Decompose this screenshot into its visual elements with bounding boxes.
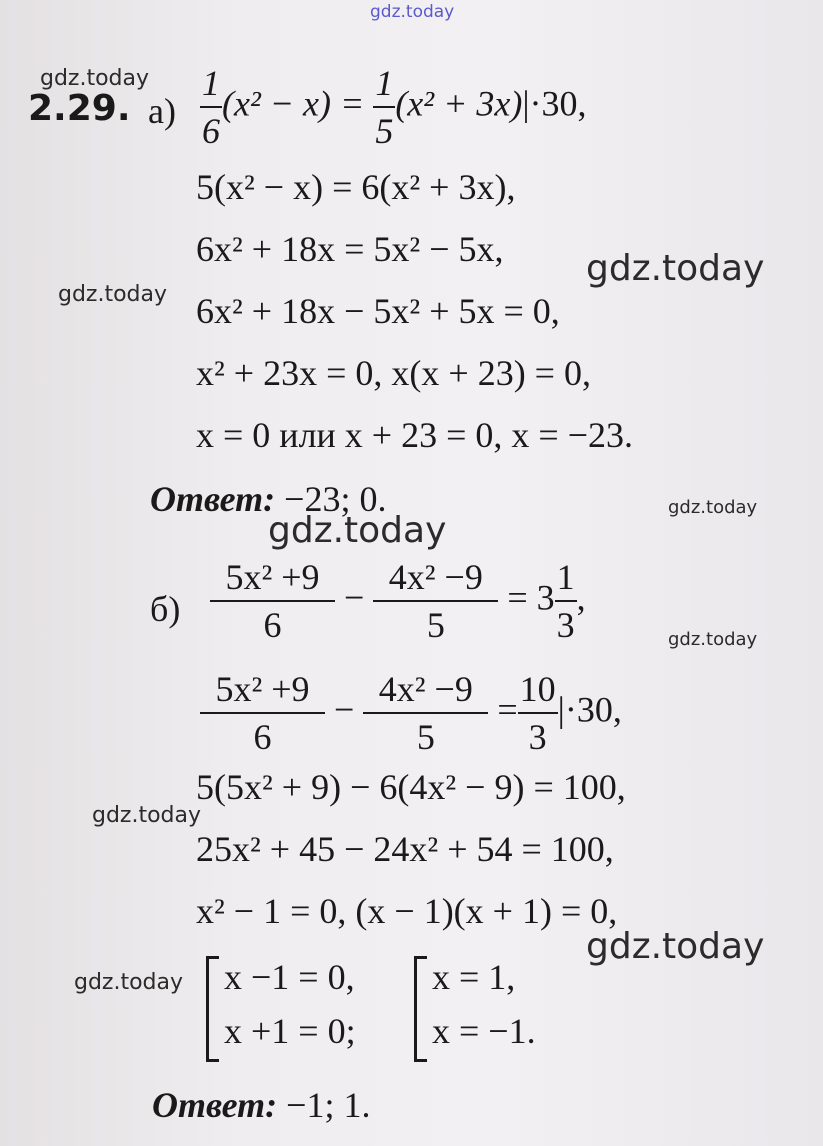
expression: (x² + 3x) [395, 83, 523, 124]
equation-a-line2: 5(x² − x) = 6(x² + 3x), [196, 167, 516, 207]
fraction: $\frac{\text{4x² −9}}{5}$ [363, 668, 488, 758]
multiplier: |·30, [557, 689, 622, 730]
answer-value: −1; 1. [277, 1085, 371, 1125]
equation-a-line3: 6x² + 18x = 5x² − 5x, [196, 229, 504, 269]
fraction: $\frac{1}{3}$ [556, 557, 575, 645]
watermark: gdz.today [668, 497, 758, 518]
watermark: gdz.today [92, 803, 202, 828]
system2-line2: x = −1. [432, 1011, 536, 1051]
system1-line1: x −1 = 0, [224, 957, 355, 997]
system1-line2: x +1 = 0; [224, 1011, 356, 1051]
equation-b-line4: 25x² + 45 − 24x² + 54 = 100, [196, 829, 614, 869]
fraction: $\frac{\text{5x² +9}}{6}$ [210, 556, 335, 646]
fraction: $\frac{1}{5}$ [375, 63, 394, 151]
equation-b-line3: 5(5x² + 9) − 6(4x² − 9) = 100, [196, 767, 626, 807]
watermark-top: gdz.today [370, 2, 455, 22]
equation-b-line1 [210, 556, 586, 646]
watermark: gdz.today [268, 510, 447, 551]
watermark: gdz.today [58, 282, 168, 307]
equation-a-line4: 6x² + 18x − 5x² + 5x = 0, [196, 291, 560, 331]
equation-b-line5: x² − 1 = 0, (x − 1)(x + 1) = 0, [196, 891, 618, 931]
answer-label: Ответ: [150, 479, 276, 519]
problem-number: 2.29. [28, 88, 131, 129]
system-bracket-2 [414, 956, 427, 1062]
fraction: $\frac{10}{3}$ [519, 669, 556, 757]
system-bracket-1 [206, 956, 219, 1062]
expression: (x² − x) = [222, 83, 374, 124]
comma: , [576, 577, 586, 618]
multiplier: |·30, [522, 83, 587, 124]
answer-value: −23; 0. [275, 479, 387, 519]
equals-whole: = 3 [507, 577, 555, 618]
watermark: gdz.today [74, 970, 184, 995]
equation-a-line1 [200, 62, 587, 152]
answer-b [152, 1084, 370, 1126]
minus-sign: − [334, 689, 355, 730]
answer-a [150, 478, 386, 520]
system2-line1: x = 1, [432, 957, 516, 997]
fraction: $\frac{\text{4x² −9}}{5}$ [373, 556, 498, 646]
part-b-label: б) [150, 589, 181, 629]
fraction: $\frac{1}{6}$ [202, 63, 220, 151]
equation-a-line5: x² + 23x = 0, x(x + 23) = 0, [196, 353, 591, 393]
watermark: gdz.today [586, 926, 765, 967]
equation-b-line2 [200, 668, 622, 758]
part-a-label: а) [148, 91, 176, 131]
minus-sign: − [344, 577, 365, 618]
equation-a-line6: x = 0 или x + 23 = 0, x = −23. [196, 415, 634, 455]
watermark: gdz.today [40, 66, 150, 91]
watermark: gdz.today [586, 248, 765, 289]
answer-label: Ответ: [152, 1085, 278, 1125]
watermark: gdz.today [668, 629, 758, 650]
equals-sign: = [497, 689, 518, 730]
fraction: $\frac{\text{5x² +9}}{6}$ [200, 668, 325, 758]
